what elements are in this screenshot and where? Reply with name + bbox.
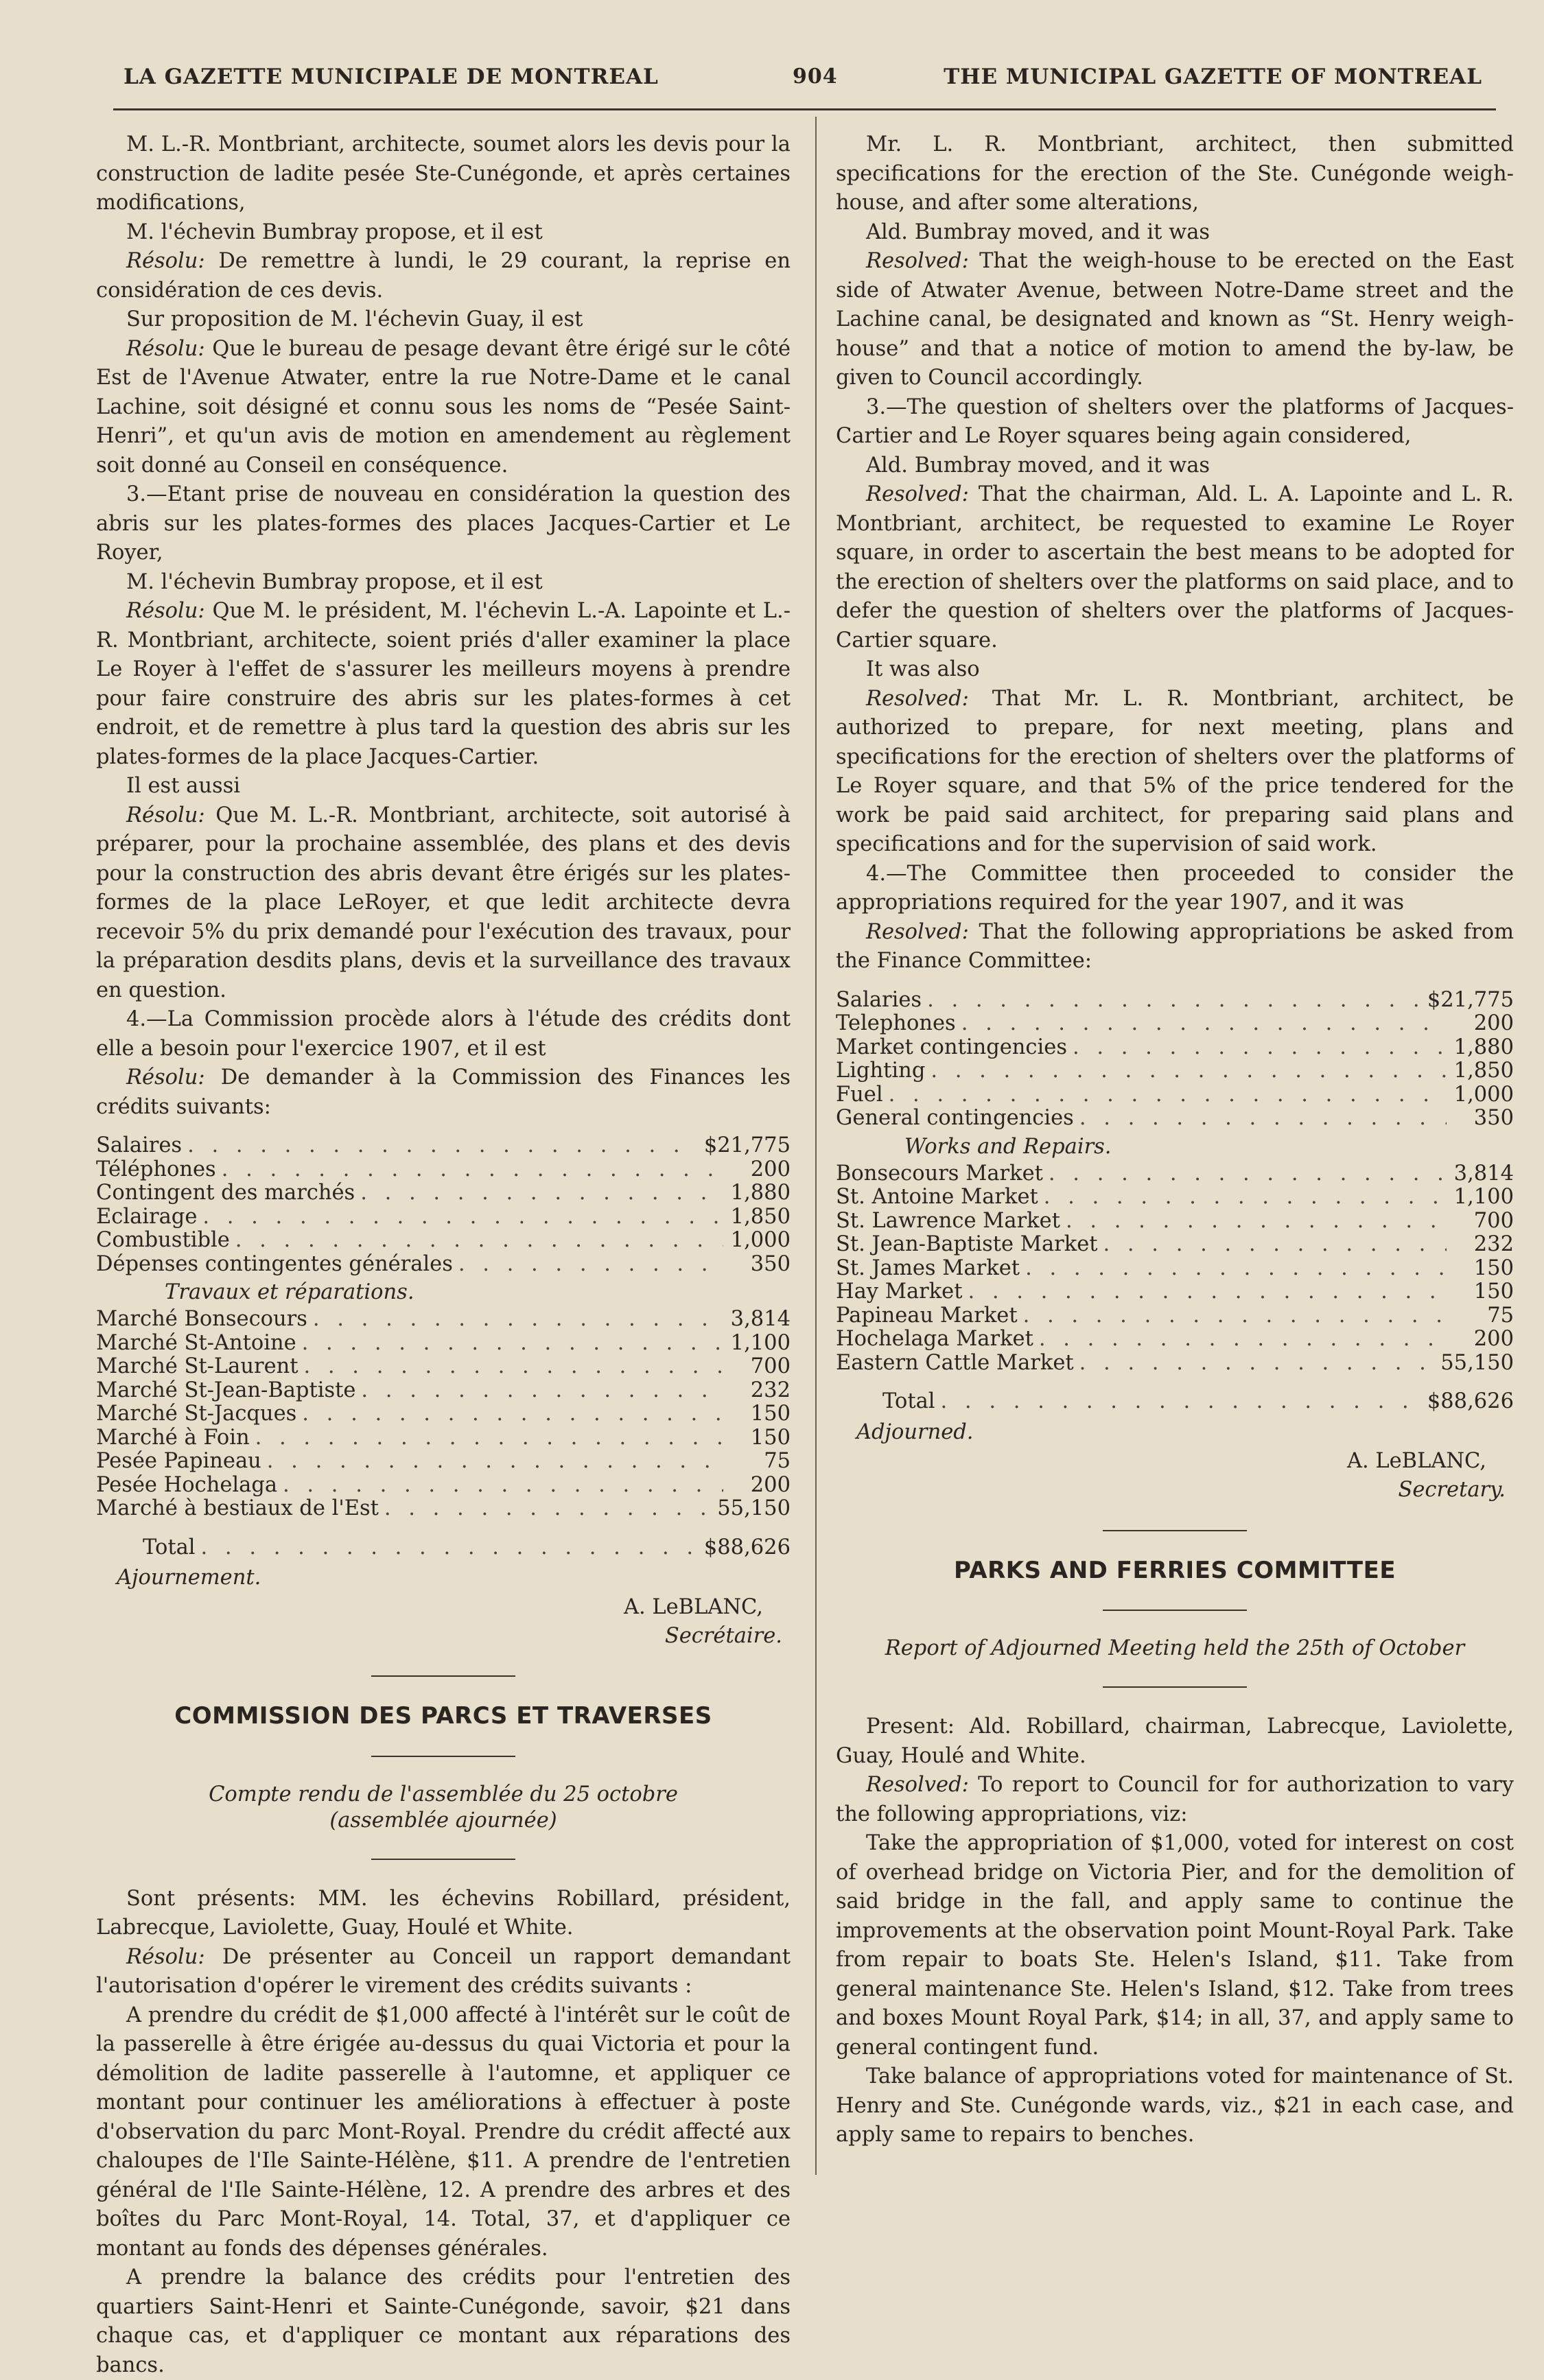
row-label: Hochelaga Market	[836, 1327, 1033, 1351]
resolution-label: Resolved:	[866, 482, 969, 506]
resolution-text: De présenter au Conceil un rapport demandant l'autorisation d'opérer le virement des crédits suivants :	[96, 1944, 791, 1998]
paragraph	[836, 480, 1514, 655]
paragraph	[836, 685, 1514, 860]
leader-dots	[235, 1229, 723, 1253]
table-row	[96, 1134, 791, 1158]
table-subheading: Works and Repairs.	[904, 1134, 1112, 1159]
section-title: PARKS AND FERRIES COMMITTEE	[953, 1556, 1396, 1584]
resolution-label: Resolved:	[866, 686, 969, 711]
leader-dots	[222, 1158, 723, 1182]
row-label: Marché St-Antoine	[96, 1330, 296, 1355]
leader-dots	[931, 1059, 1447, 1083]
leader-dots	[187, 1134, 699, 1158]
row-label: Lighting	[836, 1059, 926, 1083]
row-amount: 1,100	[1453, 1185, 1514, 1209]
resolution-text: That the weigh-house to be erected on the East side of Atwater Avenue, between Notre-Dame street and the Lachine canal, be designated and known as “St. Henry weigh-house” and that a notice of motion to amend the by-law, be given to Council accordingly.	[836, 249, 1514, 390]
leader-dots	[941, 1390, 1422, 1414]
paragraph	[96, 247, 791, 305]
table-row	[96, 1181, 791, 1205]
row-label: Téléphones	[96, 1157, 216, 1181]
paragraph: M. l'échevin Bumbray propose, et il est	[126, 569, 543, 594]
signature-name: A. LeBLANC,	[623, 1594, 763, 1619]
resolution-label: Résolu:	[126, 336, 205, 361]
row-label: Marché St-Jean-Baptiste	[96, 1378, 356, 1402]
row-amount: 232	[750, 1378, 791, 1402]
table-row	[96, 1450, 791, 1474]
row-amount: 75	[764, 1449, 791, 1473]
row-amount: 200	[750, 1157, 791, 1181]
leader-dots	[267, 1450, 723, 1474]
row-label: Contingent des marchés	[96, 1181, 355, 1205]
table-row	[96, 1229, 791, 1253]
table-row	[836, 1083, 1514, 1107]
leader-dots	[384, 1497, 712, 1521]
resolution-text: That the following appropriations be asked from the Finance Committee:	[836, 919, 1514, 973]
leader-dots	[255, 1426, 723, 1450]
leader-dots	[1103, 1233, 1447, 1257]
french-column	[96, 130, 791, 2380]
table-row	[96, 1402, 791, 1426]
row-amount: 700	[750, 1354, 791, 1378]
table-row	[836, 1186, 1514, 1210]
paragraph	[836, 247, 1514, 393]
table-subheading: Travaux et réparations.	[165, 1280, 414, 1304]
leader-dots	[1066, 1210, 1447, 1234]
row-label: Marché à bestiaux de l'Est	[96, 1496, 379, 1520]
table-row	[96, 1158, 791, 1182]
table-row	[96, 1355, 791, 1379]
row-label: Marché St-Jacques	[96, 1402, 297, 1426]
row-amount: 200	[750, 1472, 791, 1497]
row-label: Pesée Papineau	[96, 1449, 261, 1473]
table-row	[836, 1233, 1514, 1257]
total-amount: $88,626	[703, 1535, 791, 1559]
row-amount: 1,880	[1453, 1035, 1514, 1059]
paragraph	[836, 918, 1514, 976]
paragraph: Take balance of appropriations voted for maintenance of St. Henry and Ste. Cunégonde wards, viz., $21 in each case, and apply same to repairs to benches.	[836, 2064, 1514, 2147]
resolution-text: To report to Council for for authorization to vary the following appropriations, viz:	[836, 1773, 1514, 1826]
subtitle-rule	[371, 1859, 515, 1860]
row-label: St. Lawrence Market	[836, 1208, 1060, 1233]
leader-dots	[458, 1253, 723, 1277]
total-label: Total	[882, 1389, 935, 1413]
leader-dots	[1079, 1352, 1436, 1376]
row-label: Dépenses contingentes générales	[96, 1251, 453, 1276]
leader-dots	[304, 1355, 723, 1379]
row-label: Eastern Cattle Market	[836, 1350, 1074, 1375]
row-label: Hay Market	[836, 1280, 963, 1304]
subtitle-rule	[1103, 1686, 1247, 1688]
table-row	[836, 1328, 1514, 1352]
leader-dots	[313, 1308, 723, 1332]
table-row	[96, 1205, 791, 1229]
leader-dots	[889, 1083, 1447, 1107]
resolution-text: Que M. le président, M. l'échevin L.-A. Lapointe et L.-R. Montbriant, architecte, soient priés d'aller examiner la place Le Royer à l'effet de s'assurer les meilleurs moyens à prendre pour faire construire des abris sur les plates-formes à cet endroit, et de remettre à plus tard la question des abris sur les plates-formes de la place Jacques-Cartier.	[96, 599, 791, 769]
table-row	[836, 1036, 1514, 1060]
resolution-text: De demander à la Commission des Finances les crédits suivants:	[96, 1065, 791, 1119]
leader-dots	[1049, 1162, 1447, 1186]
column-divider	[815, 117, 817, 2175]
signature-title: Secrétaire.	[664, 1623, 782, 1648]
resolution-text: That the chairman, Ald. L. A. Lapointe and L. R. Montbriant, architect, be requested to examine Le Royer square, in order to ascertain the best means to be adopted for the erection of shelters over the platforms on said place, and to defer the question of shelters over the platforms of Jacques-Cartier square.	[836, 482, 1514, 652]
row-amount: 200	[1473, 1011, 1514, 1035]
leader-dots	[927, 989, 1422, 1013]
row-label: General contingencies	[836, 1106, 1074, 1130]
row-amount: 232	[1473, 1232, 1514, 1256]
row-amount: 150	[750, 1425, 791, 1450]
row-amount: 1,880	[730, 1181, 791, 1205]
row-amount: 350	[1473, 1106, 1514, 1130]
header-title-fr: LA GAZETTE MUNICIPALE DE MONTREAL	[124, 64, 659, 89]
leader-dots	[283, 1474, 723, 1498]
resolution-label: Résolu:	[126, 1065, 205, 1089]
paragraph: Sont présents: MM. les échevins Robillard, président, Labrecque, Laviolette, Guay, Houlé et White.	[96, 1886, 791, 1940]
row-label: Fuel	[836, 1082, 883, 1107]
table-row	[836, 1257, 1514, 1281]
adjournment: Ajournement.	[117, 1566, 261, 1590]
paragraph: Ald. Bumbray moved, and it was	[866, 453, 1210, 478]
row-label: Combustible	[96, 1228, 230, 1252]
report-subtitle: Report of Adjourned Meeting held the 25th of October	[885, 1636, 1465, 1660]
total-row	[96, 1536, 791, 1560]
table-row	[96, 1379, 791, 1403]
row-amount: 350	[750, 1251, 791, 1276]
leader-dots	[1073, 1036, 1447, 1060]
table-row	[836, 1012, 1514, 1036]
row-amount: 150	[1473, 1256, 1514, 1280]
paragraph: Mr. L. R. Montbriant, architect, then submitted specifications for the erection of the Ste. Cunégonde weigh-house, and after some alterations,	[836, 132, 1514, 215]
table-row	[836, 1280, 1514, 1304]
paragraph: 3.—The question of shelters over the platforms of Jacques-Cartier and Le Royer squares being again considered,	[836, 394, 1514, 448]
table-row	[836, 1304, 1514, 1328]
paragraph: Ald. Bumbray moved, and it was	[866, 220, 1210, 244]
row-amount: 3,814	[730, 1307, 791, 1331]
row-label: St. Jean-Baptiste Market	[836, 1232, 1098, 1256]
resolution-label: Résolu:	[126, 249, 205, 273]
row-label: Salaires	[96, 1133, 183, 1157]
paragraph: 4.—The Committee then proceeded to consider the appropriations required for the year 1907, and it was	[836, 861, 1514, 915]
paragraph: M. l'échevin Bumbray propose, et il est	[126, 220, 543, 244]
row-label: Eclairage	[96, 1204, 198, 1229]
table-row	[96, 1253, 791, 1277]
paragraph	[96, 1063, 791, 1122]
row-label: Bonsecours Market	[836, 1161, 1043, 1186]
report-subtitle-2: (assemblée ajournée)	[329, 1808, 557, 1833]
paragraph: Present: Ald. Robillard, chairman, Labrecque, Laviolette, Guay, Houlé and White.	[836, 1715, 1514, 1768]
paragraph: Take the appropriation of $1,000, voted for interest on cost of overhead bridge on Victoria Pier, and for the demolition of said bridge in the fall, and apply same to continue the improvements at the observation point Mount-Royal Park. Take from repair to boats Ste. Helen's Island, $11. Take from general maintenance Ste. Helen's Island, $12. Take from trees and boxes Mount Royal Park, $14; in all, 37, and apply same to general contingent fund.	[836, 1831, 1514, 2060]
leader-dots	[1025, 1257, 1447, 1281]
row-label: St. Antoine Market	[836, 1185, 1038, 1209]
paragraph	[96, 597, 791, 772]
row-amount: 700	[1473, 1208, 1514, 1233]
paragraph	[96, 335, 791, 481]
report-subtitle: Compte rendu de l'assemblée du 25 octobre	[209, 1782, 678, 1806]
page-header	[124, 60, 1503, 102]
table-row	[836, 1352, 1514, 1376]
resolution-text: That Mr. L. R. Montbriant, architect, be authorized to prepare, for next meeting, plans and specifications for the erection of shelters over the platforms of Le Royer square, and that 5% of the price tendered for the work be paid said architect, for preparing said plans and specifications and for the supervision of said work.	[836, 686, 1514, 856]
leader-dots	[302, 1332, 723, 1356]
leader-dots	[1044, 1186, 1447, 1210]
table-row	[836, 1162, 1514, 1186]
row-amount: 150	[750, 1402, 791, 1426]
row-amount: 1,850	[1453, 1059, 1514, 1083]
row-amount: 55,150	[717, 1496, 791, 1520]
appropriations-table	[836, 989, 1514, 1414]
leader-dots	[1023, 1304, 1447, 1328]
table-row	[96, 1426, 791, 1450]
resolution-label: Résolu:	[126, 599, 205, 623]
header-title-en: THE MUNICIPAL GAZETTE OF MONTREAL	[944, 64, 1482, 89]
table-row	[836, 1059, 1514, 1083]
total-label: Total	[143, 1535, 196, 1559]
signature-name: A. LeBLANC,	[1346, 1449, 1486, 1473]
row-amount: 150	[1473, 1280, 1514, 1304]
paragraph	[96, 1943, 791, 2001]
total-amount: $88,626	[1427, 1389, 1514, 1413]
leader-dots	[360, 1181, 723, 1205]
row-label: Papineau Market	[836, 1303, 1018, 1328]
row-label: Market contingencies	[836, 1035, 1067, 1059]
section-rule	[1103, 1530, 1247, 1531]
adjournment: Adjourned.	[856, 1419, 974, 1444]
resolution-text: Que le bureau de pesage devant être érigé sur le côté Est de l'Avenue Atwater, entre la rue Notre-Dame et le canal Lachine, soit désigné et connu sous les noms de “Pesée Saint-Henri”, et qu'un avis de motion en amendement au règlement soit donné au Conseil en conséquence.	[96, 336, 791, 478]
paragraph: A prendre du crédit de $1,000 affecté à l'intérêt sur le coût de la passerelle à être érigée au-dessus du quai Victoria et pour la démolition de ladite passerelle à l'automne, et appliquer ce montant pour continuer les améliorations à effectuer à poste d'observation du parc Mont-Royal. Prendre du crédit affecté aux chaloupes de l'Ile Sainte-Hélène, $11. A prendre de l'entretien général de l'Ile Sainte-Hélène, 12. A prendre des arbres et des boîtes du Parc Mont-Royal, 14. Total, 37, et d'appliquer ce montant au fonds des dépenses générales.	[96, 2003, 791, 2261]
row-amount: 200	[1473, 1327, 1514, 1351]
table-row	[836, 989, 1514, 1013]
credits-table	[96, 1134, 791, 1559]
row-amount: 1,000	[730, 1228, 791, 1252]
total-row	[836, 1390, 1514, 1414]
leader-dots	[202, 1205, 723, 1229]
row-amount: 55,150	[1440, 1350, 1514, 1375]
leader-dots	[1039, 1328, 1447, 1352]
row-label: Marché Bonsecours	[96, 1307, 307, 1331]
leader-dots	[361, 1379, 723, 1403]
leader-dots	[961, 1012, 1447, 1036]
leader-dots	[302, 1402, 723, 1426]
page-number: 904	[793, 64, 838, 89]
title-rule	[1103, 1610, 1247, 1611]
row-label: Pesée Hochelaga	[96, 1472, 278, 1497]
row-label: Salaries	[836, 987, 922, 1012]
table-row	[96, 1308, 791, 1332]
row-label: St. James Market	[836, 1256, 1020, 1280]
row-amount: 1,000	[1453, 1082, 1514, 1107]
row-label: Telephones	[836, 1011, 956, 1035]
section-title: COMMISSION DES PARCS ET TRAVERSES	[174, 1702, 712, 1730]
paragraph: 3.—Etant prise de nouveau en considération la question des abris sur les plates-formes des places Jacques-Cartier et Le Royer,	[96, 482, 791, 565]
leader-dots	[1079, 1107, 1447, 1131]
row-amount: 3,814	[1453, 1161, 1514, 1186]
paragraph	[836, 1771, 1514, 1829]
row-amount: 1,100	[730, 1330, 791, 1355]
table-row	[96, 1474, 791, 1498]
title-rule	[371, 1756, 515, 1757]
table-row	[836, 1210, 1514, 1234]
resolution-label: Résolu:	[126, 1944, 205, 1969]
row-amount: $21,775	[703, 1133, 791, 1157]
row-label: Marché St-Laurent	[96, 1354, 299, 1378]
row-label: Marché à Foin	[96, 1425, 250, 1450]
paragraph: A prendre la balance des crédits pour l'entretien des quartiers Saint-Henri et Sainte-Cunégonde, savoir, $21 dans chaque cas, et d'appliquer ce montant aux réparations des bancs.	[96, 2265, 791, 2377]
paragraph: Sur proposition de M. l'échevin Guay, il est	[126, 307, 583, 331]
paragraph: M. L.-R. Montbriant, architecte, soumet alors les devis pour la construction de ladite pesée Ste-Cunégonde, et après certaines modifications,	[96, 132, 791, 215]
resolution-label: Résolu:	[126, 803, 205, 827]
resolution-text: Que M. L.-R. Montbriant, architecte, soit autorisé à préparer, pour la prochaine assemblée, des plans et des devis pour la construction des abris devant être érigés sur les plates-formes de la place LeRoyer, et que ledit architecte devra recevoir 5% du prix demandé pour l'exécution des travaux, pour la préparation desdits plans, devis et la surveillance des travaux en question.	[96, 803, 791, 1002]
leader-dots	[968, 1280, 1447, 1304]
paragraph: It was also	[866, 657, 980, 681]
paragraph	[96, 801, 791, 1006]
table-row	[96, 1497, 791, 1521]
table-row	[96, 1332, 791, 1356]
resolution-label: Resolved:	[866, 1773, 969, 1797]
resolution-label: Resolved:	[866, 249, 969, 273]
leader-dots	[201, 1536, 699, 1560]
row-amount: 1,850	[730, 1204, 791, 1229]
english-column	[836, 130, 1514, 2150]
signature-title: Secretary.	[1398, 1478, 1506, 1502]
row-amount: $21,775	[1427, 987, 1514, 1012]
paragraph: Il est aussi	[126, 774, 241, 798]
resolution-text: De remettre à lundi, le 29 courant, la reprise en considération de ces devis.	[96, 249, 791, 303]
section-rule	[371, 1675, 515, 1677]
table-row	[836, 1107, 1514, 1131]
resolution-label: Resolved:	[866, 919, 969, 944]
paragraph: 4.—La Commission procède alors à l'étude des crédits dont elle a besoin pour l'exercice 1907, et il est	[96, 1007, 791, 1061]
row-amount: 75	[1487, 1303, 1514, 1328]
header-rule	[113, 108, 1496, 110]
